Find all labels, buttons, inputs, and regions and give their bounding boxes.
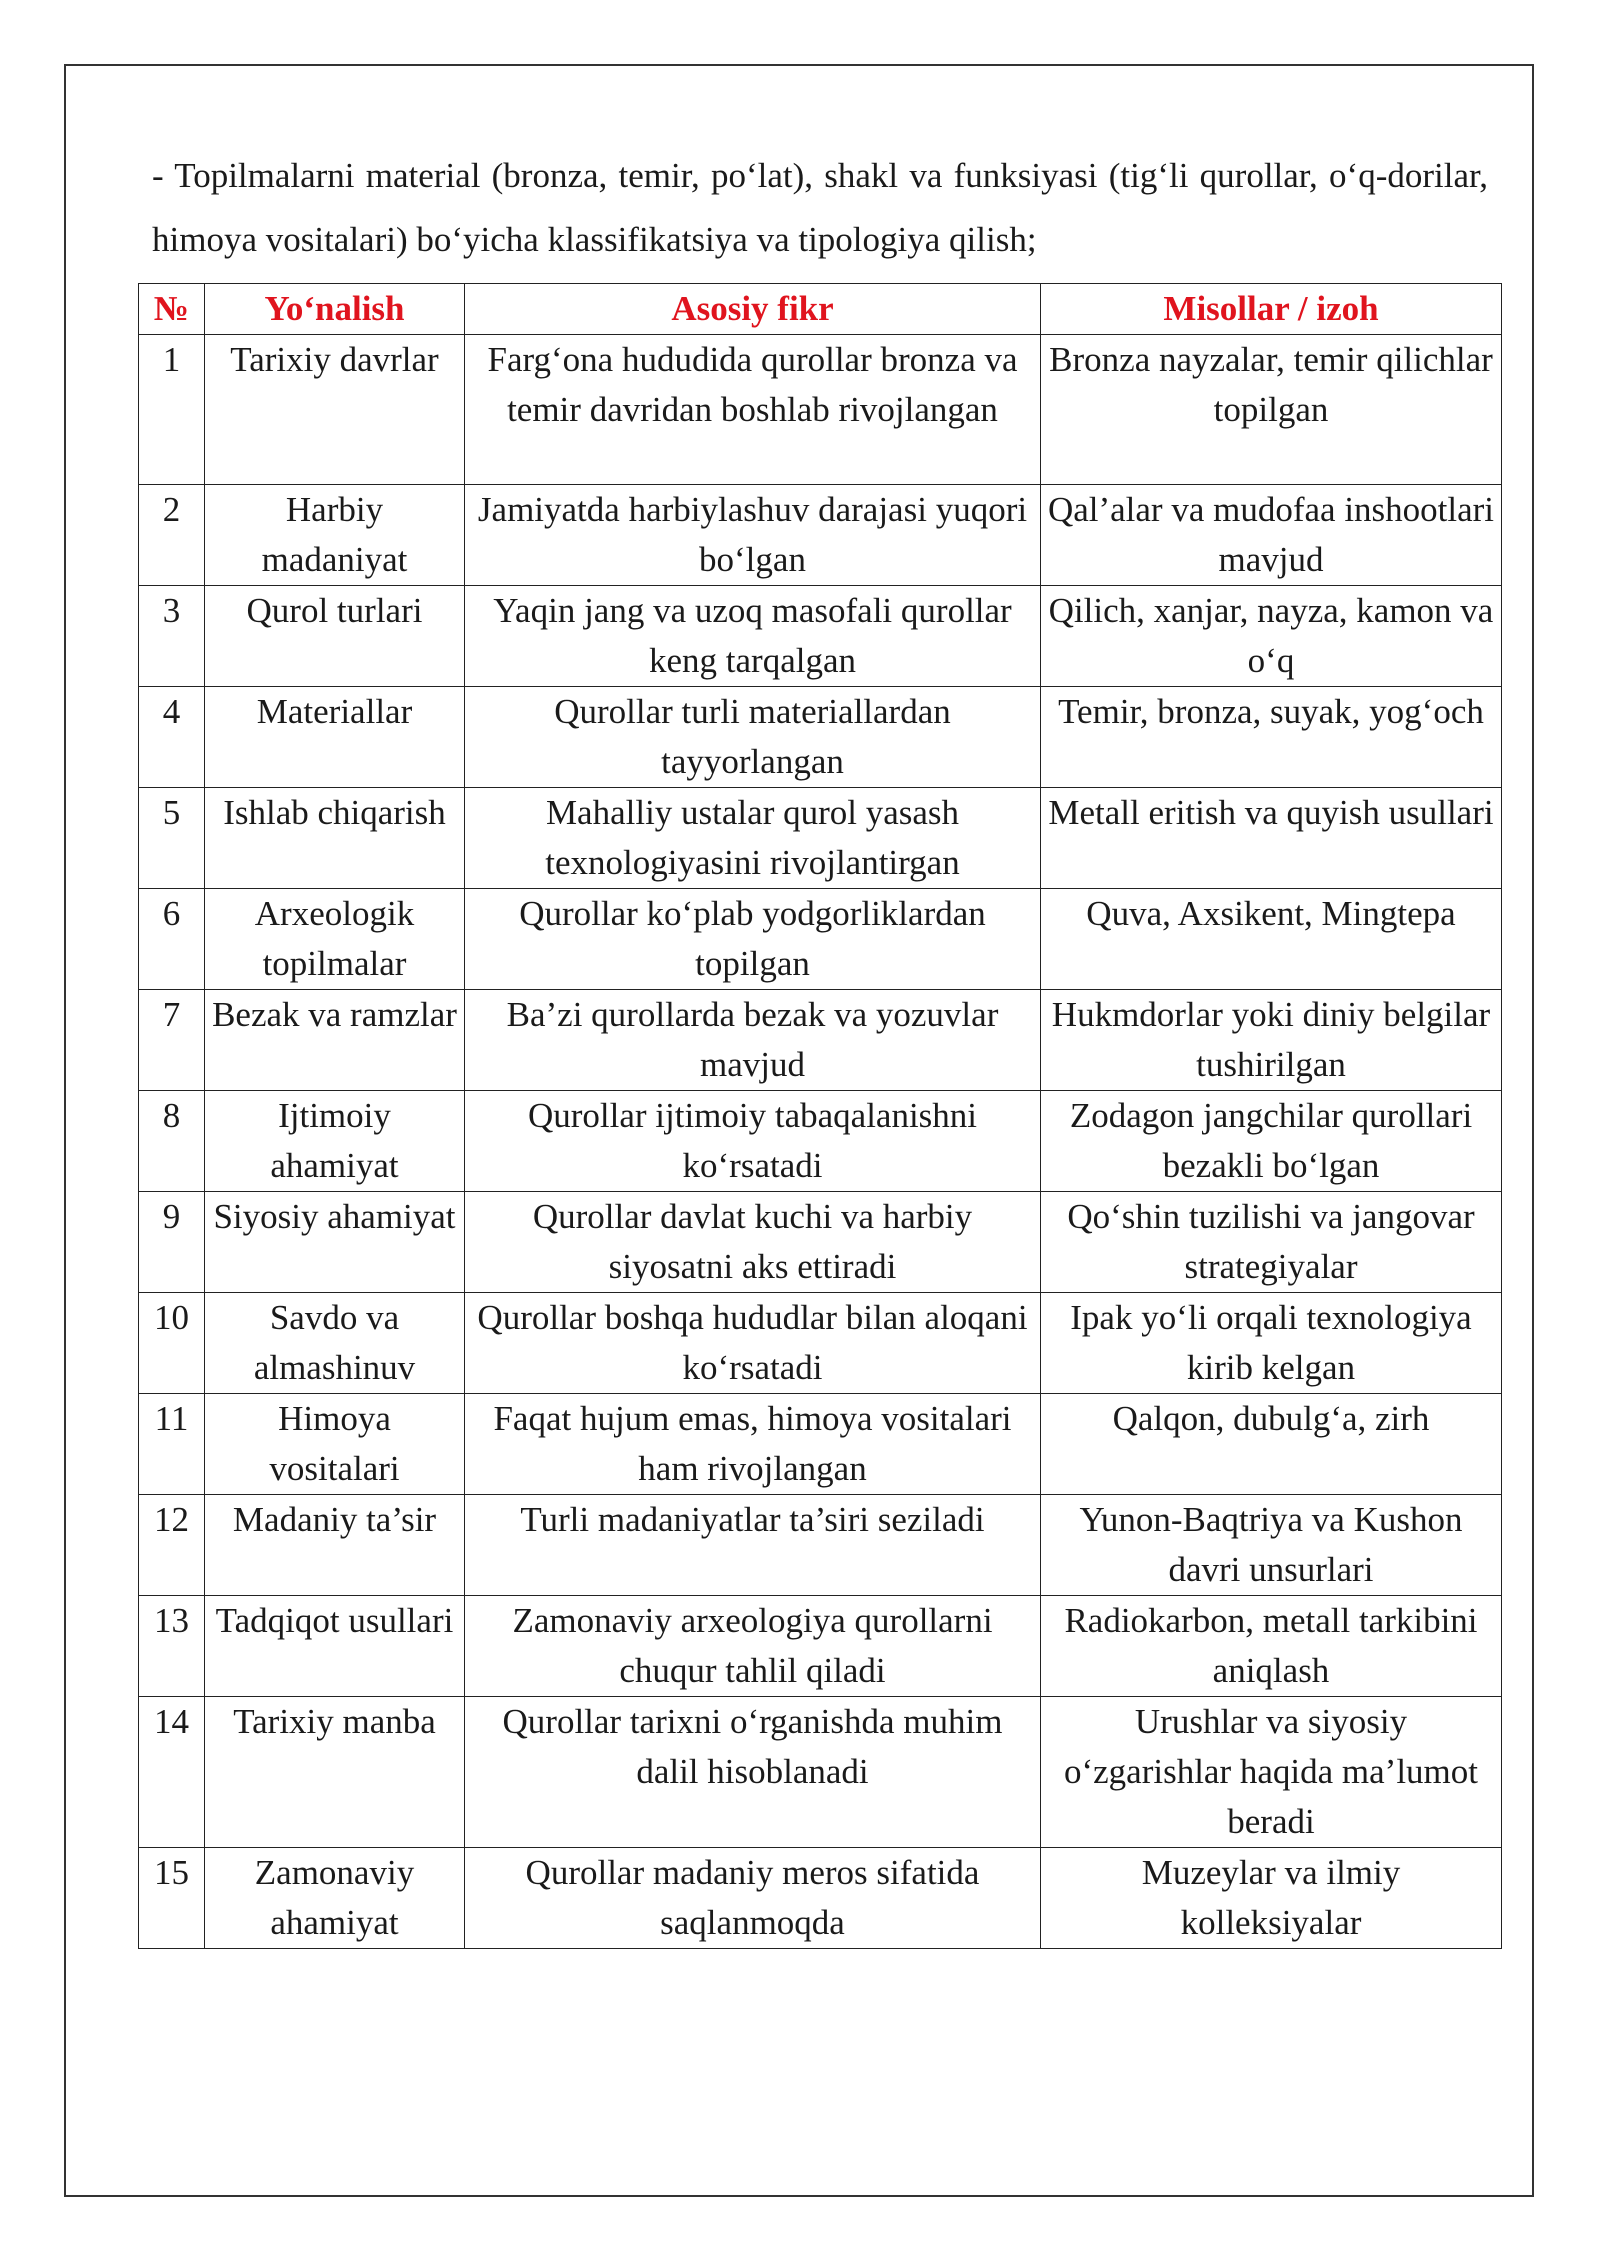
row-number: 13	[139, 1596, 205, 1697]
row-direction: Himoya vositalari	[205, 1394, 465, 1495]
row-main-idea: Yaqin jang va uzoq masofali qurollar keng tarqalgan	[465, 586, 1041, 687]
row-main-idea: Qurollar ijtimoiy tabaqalanishni ko‘rsatadi	[465, 1091, 1041, 1192]
row-example: Qal’alar va mudofaa inshootlari mavjud	[1041, 485, 1502, 586]
table-row	[139, 1192, 1502, 1293]
row-direction: Madaniy ta’sir	[205, 1495, 465, 1596]
row-main-idea: Zamonaviy arxeologiya qurollarni chuqur tahlil qiladi	[465, 1596, 1041, 1697]
row-main-idea: Ba’zi qurollarda bezak va yozuvlar mavjud	[465, 990, 1041, 1091]
row-example: Qo‘shin tuzilishi va jangovar strategiyalar	[1041, 1192, 1502, 1293]
row-example: Yunon-Baqtriya va Kushon davri unsurlari	[1041, 1495, 1502, 1596]
row-main-idea: Mahalliy ustalar qurol yasash texnologiyasini rivojlantirgan	[465, 788, 1041, 889]
row-direction: Arxeologik topilmalar	[205, 889, 465, 990]
row-main-idea: Faqat hujum emas, himoya vositalari ham rivojlangan	[465, 1394, 1041, 1495]
row-number: 4	[139, 687, 205, 788]
row-example: Radiokarbon, metall tarkibini aniqlash	[1041, 1596, 1502, 1697]
row-example: Quva, Axsikent, Mingtepa	[1041, 889, 1502, 990]
row-direction: Zamonaviy ahamiyat	[205, 1848, 465, 1949]
row-direction: Materiallar	[205, 687, 465, 788]
row-example: Hukmdorlar yoki diniy belgilar tushirilgan	[1041, 990, 1502, 1091]
row-example: Urushlar va siyosiy o‘zgarishlar haqida ma’lumot beradi	[1041, 1697, 1502, 1848]
row-example: Ipak yo‘li orqali texnologiya kirib kelgan	[1041, 1293, 1502, 1394]
row-direction: Bezak va ramzlar	[205, 990, 465, 1091]
table-row	[139, 1848, 1502, 1949]
table-row	[139, 889, 1502, 990]
table-row	[139, 1697, 1502, 1848]
table-row	[139, 1091, 1502, 1192]
row-number: 5	[139, 788, 205, 889]
row-number: 10	[139, 1293, 205, 1394]
intro-paragraph: - Topilmalarni material (bronza, temir, po‘lat), shakl va funksiyasi (tig‘li qurollar, o‘q-dorilar, himoya vositalari) bo‘yicha klassifikatsiya va tipologiya qilish;	[152, 156, 1488, 259]
row-number: 15	[139, 1848, 205, 1949]
row-direction: Savdo va almashinuv	[205, 1293, 465, 1394]
row-main-idea: Jamiyatda harbiylashuv darajasi yuqori bo‘lgan	[465, 485, 1041, 586]
table-row	[139, 586, 1502, 687]
info-table	[138, 283, 1502, 1949]
row-main-idea: Qurollar ko‘plab yodgorliklardan topilgan	[465, 889, 1041, 990]
row-main-idea: Farg‘ona hududida qurollar bronza va temir davridan boshlab rivojlangan	[465, 335, 1041, 485]
header-main-idea: Asosiy fikr	[465, 284, 1041, 335]
row-direction: Ijtimoiy ahamiyat	[205, 1091, 465, 1192]
row-direction: Qurol turlari	[205, 586, 465, 687]
row-number: 1	[139, 335, 205, 485]
row-example: Muzeylar va ilmiy kolleksiyalar	[1041, 1848, 1502, 1949]
table-row	[139, 687, 1502, 788]
table-row	[139, 1596, 1502, 1697]
row-direction: Tarixiy davrlar	[205, 335, 465, 485]
table-row	[139, 485, 1502, 586]
row-example: Zodagon jangchilar qurollari bezakli bo‘lgan	[1041, 1091, 1502, 1192]
table-row	[139, 335, 1502, 485]
row-main-idea: Turli madaniyatlar ta’siri seziladi	[465, 1495, 1041, 1596]
table-row	[139, 1293, 1502, 1394]
row-main-idea: Qurollar boshqa hududlar bilan aloqani ko‘rsatadi	[465, 1293, 1041, 1394]
row-number: 8	[139, 1091, 205, 1192]
header-examples: Misollar / izoh	[1041, 284, 1502, 335]
row-example: Bronza nayzalar, temir qilichlar topilgan	[1041, 335, 1502, 485]
row-main-idea: Qurollar madaniy meros sifatida saqlanmoqda	[465, 1848, 1041, 1949]
row-example: Qalqon, dubulg‘a, zirh	[1041, 1394, 1502, 1495]
header-number: №	[139, 284, 205, 335]
row-number: 9	[139, 1192, 205, 1293]
row-example: Qilich, xanjar, nayza, kamon va o‘q	[1041, 586, 1502, 687]
table-row	[139, 1495, 1502, 1596]
row-number: 14	[139, 1697, 205, 1848]
row-number: 2	[139, 485, 205, 586]
header-direction: Yo‘nalish	[205, 284, 465, 335]
row-main-idea: Qurollar davlat kuchi va harbiy siyosatni aks ettiradi	[465, 1192, 1041, 1293]
row-direction: Ishlab chiqarish	[205, 788, 465, 889]
row-example: Metall eritish va quyish usullari	[1041, 788, 1502, 889]
row-number: 11	[139, 1394, 205, 1495]
row-direction: Tadqiqot usullari	[205, 1596, 465, 1697]
row-number: 3	[139, 586, 205, 687]
table-row	[139, 1394, 1502, 1495]
row-main-idea: Qurollar tarixni o‘rganishda muhim dalil hisoblanadi	[465, 1697, 1041, 1848]
table-row	[139, 788, 1502, 889]
row-number: 6	[139, 889, 205, 990]
row-direction: Siyosiy ahamiyat	[205, 1192, 465, 1293]
row-direction: Tarixiy manba	[205, 1697, 465, 1848]
table-row	[139, 990, 1502, 1091]
table-header-row	[139, 284, 1502, 335]
row-number: 7	[139, 990, 205, 1091]
row-direction: Harbiy madaniyat	[205, 485, 465, 586]
row-example: Temir, bronza, suyak, yog‘och	[1041, 687, 1502, 788]
row-main-idea: Qurollar turli materiallardan tayyorlangan	[465, 687, 1041, 788]
row-number: 12	[139, 1495, 205, 1596]
